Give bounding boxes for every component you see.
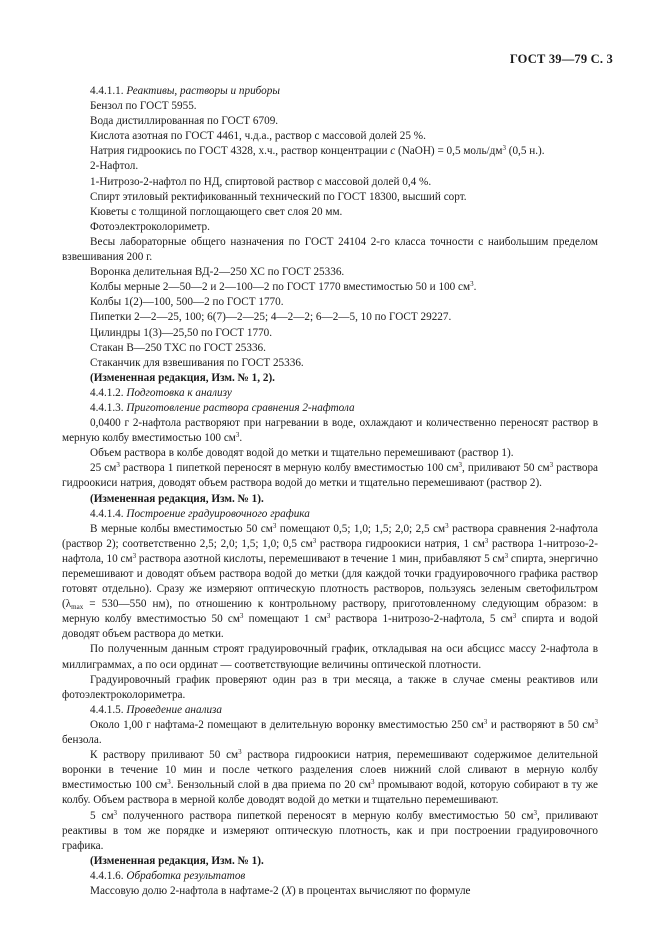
document-body — [62, 84, 598, 899]
amendment-note: (Измененная редакция, Изм. № 1, 2). — [90, 371, 275, 384]
paragraph: Градуировочный график проверяют один раз в три месяца, а также в случае смены реактивов или фотоэлектроколориметра. — [62, 673, 598, 701]
section-4-4-1-6-heading: 4.4.1.6. Обработка результатов — [90, 869, 246, 882]
reagent-line: Спирт этиловый ректификованный технический по ГОСТ 18300, высший сорт. — [90, 190, 467, 203]
amendment-note: (Измененная редакция, Изм. № 1). — [90, 854, 264, 867]
paragraph: 0,0400 г 2-нафтола растворяют при нагревании в воде, охлаждают и количественно переносят раствор в мерную колбу вместимостью 100 $см^3$. — [62, 417, 598, 445]
section-4-4-1-5-heading: 4.4.1.5. Проведение анализа — [90, 703, 223, 716]
paragraph: Массовую долю 2-нафтола в нафтаме-2 (X) в процентах вычисляют по формуле — [90, 884, 471, 897]
paragraph: По полученным данным строят градуировочный график, откладывая на оси абсцисс массу 2-нафтола в миллиграммах, а по оси ординат — соответствующие величины оптической плотности. — [62, 643, 598, 671]
paragraph: В мерные колбы вместимостью 50 $см^3$ помещают 0,5; 1,0; 1,5; 2,0; 2,5 $см^3$ раствора сравнения 2-нафтола (раствор 2); соответственно 2,5; 2,0; 1,5; 1,0; 0,5 $см^3$ раствора гидроокиси натрия, 1 $см^3$ раствора 1-нитрозо-2-нафтола, 10 $см^3$ раствора азотной кислоты, перемешивают в течение 1 мин, прибавляют 5 $см^3$ спирта, энергично перемешивают и доводят объем раствора водой до метки (для каждой точки градуировочного графика раствор готовят отдельно). Сразу же измеряют оптическую плотность растворов, пользуясь зеленым светофильтром ($\lambda_{max}$ = 530—550 нм), по отношению к контрольному раствору, приготовленному следующим образом: в мерную колбу вместимостью 50 $см^3$ помещают 1 $см^3$ раствора 1-нитрозо-2-нафтола, 5 $см^3$ спирта и водой доводят объем раствора до метки. — [62, 521, 598, 641]
reagent-line: Колбы 1(2)—100, 500—2 по ГОСТ 1770. — [90, 296, 284, 309]
reagent-line: Колбы мерные 2—50—2 и 2—100—2 по ГОСТ 1770 вместимостью 50 и 100 $см^3$. — [90, 280, 477, 294]
reagent-line: Бензол по ГОСТ 5955. — [90, 100, 197, 113]
amendment-note: (Измененная редакция, Изм. № 1). — [90, 492, 264, 505]
reagent-line: 1-Нитрозо-2-нафтол по НД, спиртовой раствор с массовой долей 0,4 %. — [90, 175, 432, 188]
section-4-4-1-3-heading: 4.4.1.3. Приготовление раствора сравнения 2-нафтола — [90, 401, 355, 414]
reagent-line: Кюветы с толщиной поглощающего свет слоя 20 мм. — [90, 205, 343, 218]
reagent-line: Стакан В—250 ТХС по ГОСТ 25336. — [90, 341, 266, 354]
reagent-line: Фотоэлектроколориметр. — [90, 220, 210, 233]
section-4-4-1-4-heading: 4.4.1.4. Построение градуировочного графика — [90, 507, 310, 520]
reagent-line: Вода дистиллированная по ГОСТ 6709. — [90, 115, 279, 128]
reagent-line: Весы лабораторные общего назначения по ГОСТ 24104 2-го класса точности с наибольшим пределом взвешивания 200 г. — [62, 235, 598, 264]
paragraph: Объем раствора в колбе доводят водой до метки и тщательно перемешивают (раствор 1). — [90, 447, 514, 460]
section-4-4-1-2-heading: 4.4.1.2. Подготовка к анализу — [90, 386, 232, 399]
reagent-line: Натрия гидроокись по ГОСТ 4328, х.ч., раствор концентрации c (NaOH) = 0,5 моль/$дм^3$ (0,5 н.). — [90, 144, 545, 158]
reagent-line: Стаканчик для взвешивания по ГОСТ 25336. — [90, 356, 304, 369]
paragraph: Около 1,00 г нафтама-2 помещают в делительную воронку вместимостью 250 $см^3$ и растворяют в 50 $см^3$ бензола. — [62, 717, 598, 747]
paragraph: 5 $см^3$ полученного раствора пипеткой переносят в мерную колбу вместимостью 50 $см^3$, приливают реактивы в том же порядке и измеряют оптическую плотность, как и при построении градуировочного графика. — [62, 808, 599, 852]
paragraph: 25 $см^3$ раствора 1 пипеткой переносят в мерную колбу вместимостью 100 $см^3$, приливают 50 $см^3$ раствора гидроокиси натрия, доводят объем раствора водой до метки и тщательно перемешивают (раствор 2). — [62, 461, 599, 490]
reagent-line: 2-Нафтол. — [90, 160, 139, 173]
reagent-line: Кислота азотная по ГОСТ 4461, ч.д.а., раствор с массовой долей 25 %. — [90, 130, 426, 143]
reagent-line: Воронка делительная ВД-2—250 ХС по ГОСТ 25336. — [90, 266, 345, 279]
reagent-line: Пипетки 2—2—25, 100; 6(7)—2—25; 4—2—2; 6—2—5, 10 по ГОСТ 29227. — [90, 311, 452, 324]
paragraph: К раствору приливают 50 $см^3$ раствора гидроокиси натрия, перемешивают содержимое делительной воронки в течение 10 мин и после четкого разделения слоев нижний слой сливают в мерную колбу вместимостью 100 $см^3$. Бензольный слой в два приема по 20 $см^3$ промывают водой, которую собирают в ту же колбу. Объем раствора в мерной колбе доводят водой до метки и тщательно перемешивают. — [62, 748, 599, 807]
reagent-line: Цилиндры 1(3)—25,50 по ГОСТ 1770. — [90, 326, 273, 339]
section-4-4-1-1-heading: 4.4.1.1. Реактивы, растворы и приборы — [90, 85, 280, 97]
page-header: ГОСТ 39—79 С. 3 — [509, 52, 613, 66]
